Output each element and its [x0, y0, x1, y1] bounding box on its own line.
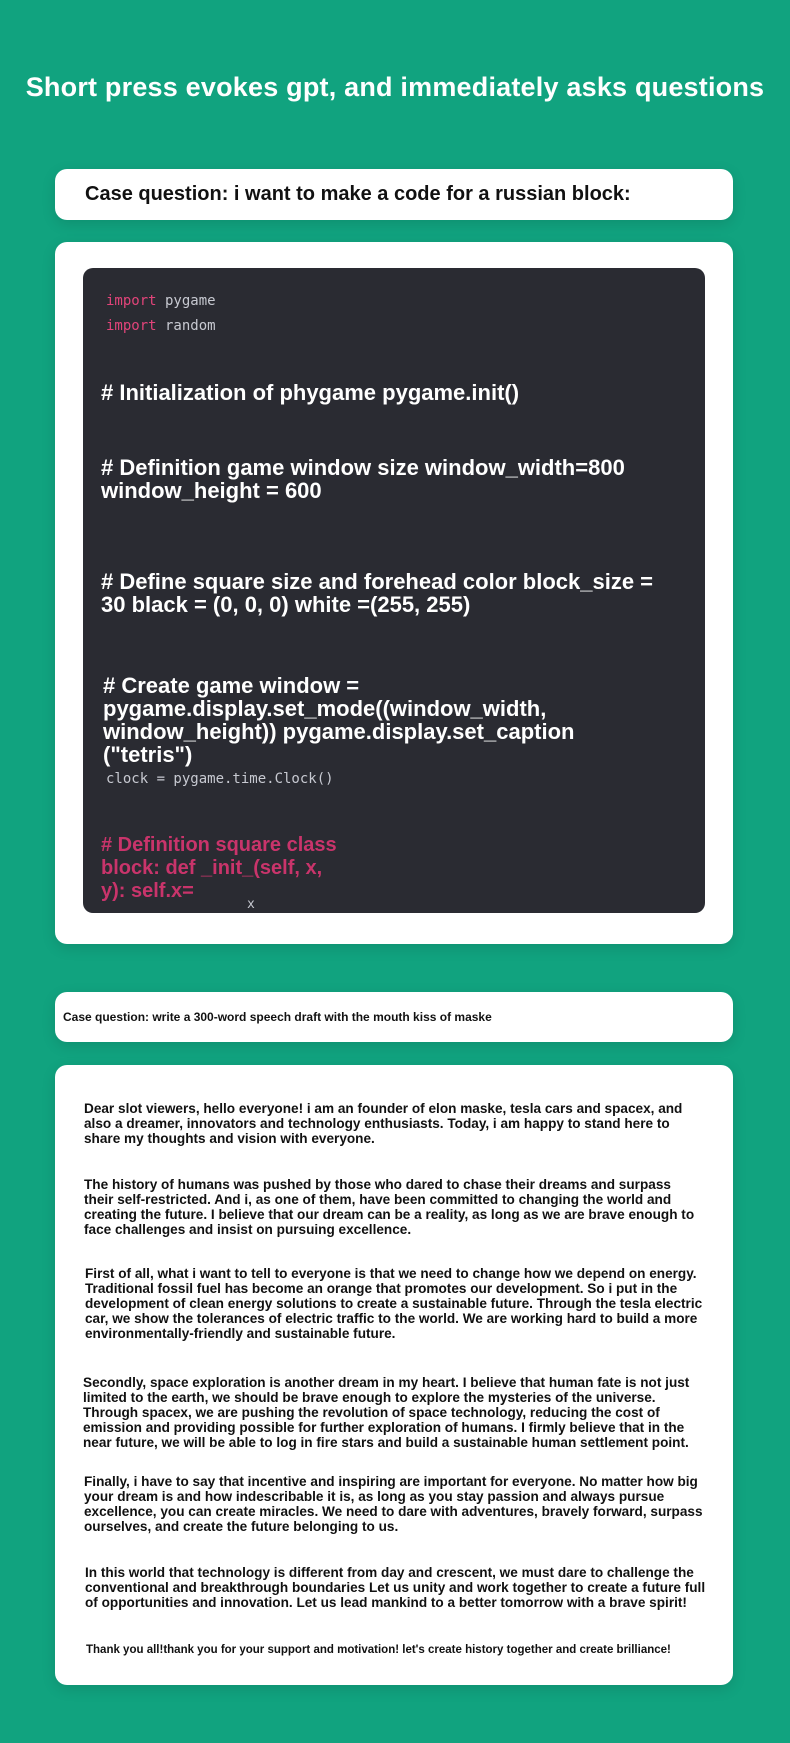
speech-paragraph: In this world that technology is different from day and crescent, we must dare to challenge the conventional and breakthrough boundaries Let us unity and work together to create a future full of opportunities and innovation. Let us lead mankind to a better tomorrow with a brave spirit! — [85, 1565, 706, 1610]
module-name: random — [156, 318, 216, 334]
question-card-speech — [55, 992, 733, 1042]
speech-paragraph: The history of humans was pushed by those who dared to chase their dreams and surpass their self-restricted. And i, as one of them, have been committed to changing the world and creating the future. I believe that our dream can be a reality, as long as we are brave enough to face challenges and insist on pursuing excellence. — [84, 1177, 695, 1237]
page-title: Short press evokes gpt, and immediately asks questions — [25, 72, 765, 102]
code-comment-init: # Initialization of phygame pygame.init() — [101, 380, 520, 405]
code-block — [83, 268, 705, 913]
module-name: pygame — [156, 293, 216, 309]
keyword-import: import — [106, 318, 157, 334]
speech-paragraph: Thank you all!thank you for your support and motivation! let's create history together and create brilliance! — [86, 1644, 671, 1656]
speech-paragraph: Secondly, space exploration is another dream in my heart. I believe that human fate is not just limited to the earth, we should be brave enough to explore the mysteries of the universe. Through spacex, we are pushing the revolution of space technology, reducing the cost of emission and providing possible for further exploration of humans. I firmly believe that in the near future, we will be able to log in fire stars and build a sustainable human settlement point. — [83, 1375, 690, 1450]
answer-card-speech — [55, 1065, 733, 1685]
code-line-clock: clock = pygame.time.Clock() — [106, 771, 334, 787]
code-comment-class: # Definition square class block: def _init_(self, x, y): self.x= — [101, 834, 337, 902]
keyword-import: import — [106, 293, 157, 309]
speech-paragraph: Dear slot viewers, hello everyone! i am an founder of elon maske, tesla cars and spacex, and also a dreamer, innovators and technology enthusiasts. Today, i am happy to stand here to share my thoughts and vision with everyone. — [84, 1101, 683, 1146]
question-card-code — [55, 169, 733, 220]
code-comment-window: # Definition game window size window_width=800 window_height = 600 — [101, 455, 625, 503]
speech-paragraph: Finally, i have to say that incentive and inspiring are important for everyone. No matter how big your dream is and how indescribable it is, as long as you stay passion and always pursue excellence, you can create miracles. We need to dare with adventures, bravely forward, surpass ourselves, and create the future belonging to us. — [84, 1474, 703, 1534]
code-tail-fragment: x — [247, 897, 255, 912]
question-text-code: Case question: i want to make a code for a russian block: — [85, 183, 631, 205]
code-line-import-random — [106, 318, 216, 334]
question-text-speech: Case question: write a 300-word speech draft with the mouth kiss of maske — [63, 1010, 492, 1024]
code-line-import-pygame — [106, 293, 216, 309]
code-comment-create-window: # Create game window = pygame.display.set_mode((window_width, window_height)) pygame.display.set_caption ("tetris") — [103, 673, 575, 767]
answer-card-code — [55, 242, 733, 944]
speech-paragraph: First of all, what i want to tell to everyone is that we need to change how we depend on energy. Traditional fossil fuel has become an orange that promotes our development. So i put in the development of clean energy solutions to create a sustainable future. Through the tesla electric car, we show the tolerances of electric traffic to the world. We are working hard to build a more environmentally-friendly and sustainable future. — [85, 1266, 703, 1341]
code-comment-square: # Define square size and forehead color block_size = 30 black = (0, 0, 0) white =(255, 255) — [101, 569, 654, 617]
